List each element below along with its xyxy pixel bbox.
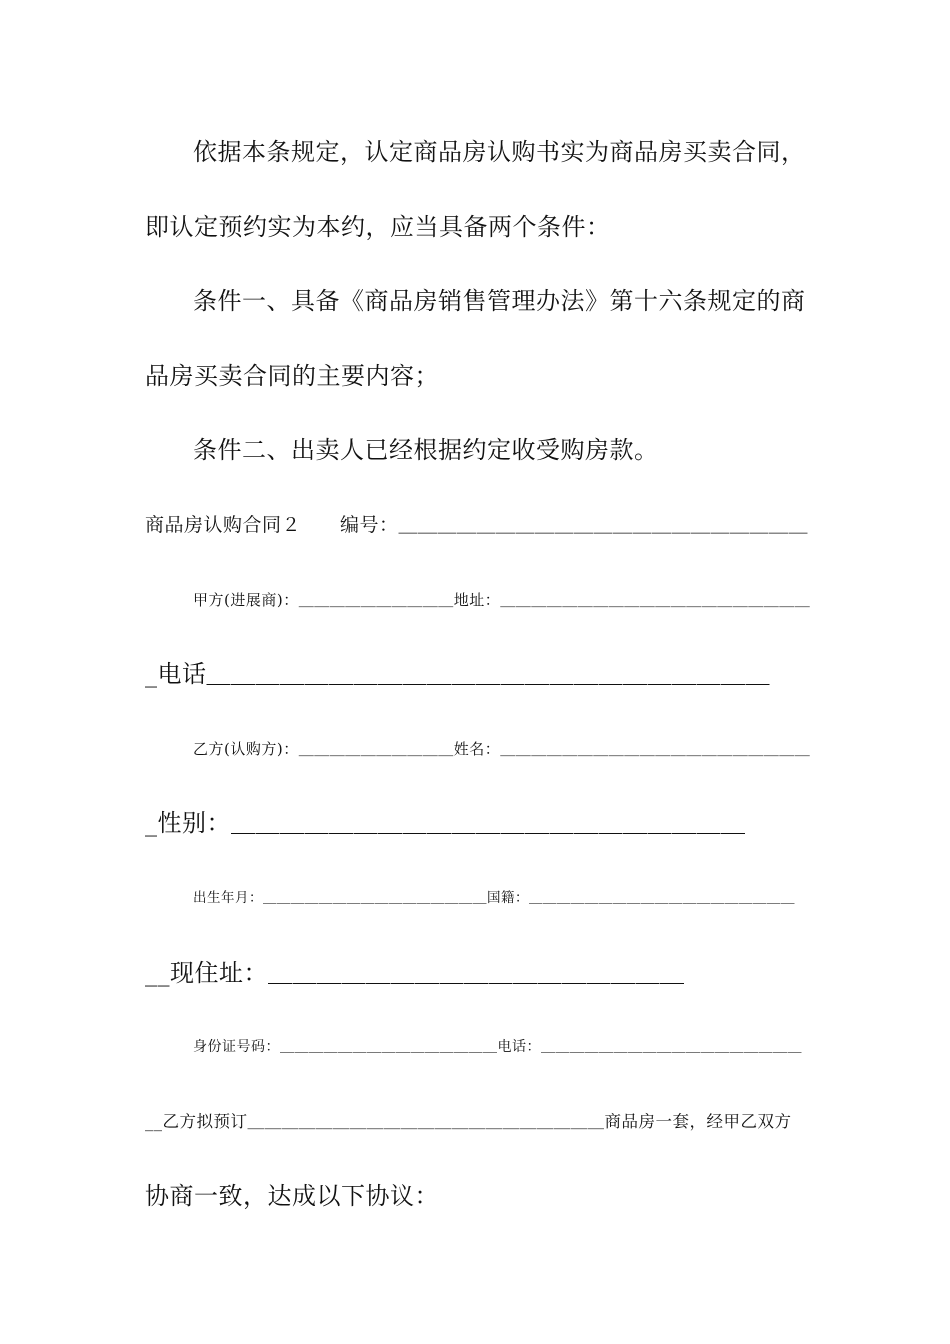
paragraph-line: 依据本条规定，认定商品房认购书实为商品房买卖合同， bbox=[193, 138, 806, 166]
party-b-gender-line: _性别：＿＿＿＿＿＿＿＿＿＿＿＿＿＿＿＿＿＿＿＿＿ bbox=[145, 809, 746, 837]
party-a-line: 甲方(进展商)：＿＿＿＿＿＿＿＿＿＿地址：＿＿＿＿＿＿＿＿＿＿＿＿＿＿＿＿＿＿＿＿ bbox=[193, 591, 811, 609]
contract-title-line: 商品房认购合同２ 编号：＿＿＿＿＿＿＿＿＿＿＿＿＿＿＿＿＿＿＿＿＿ bbox=[145, 514, 809, 536]
paragraph-line: 条件二、出卖人已经根据约定收受购房款。 bbox=[193, 436, 659, 464]
paragraph-line: 品房买卖合同的主要内容； bbox=[145, 362, 439, 390]
birth-nationality-line: 出生年月：＿＿＿＿＿＿＿＿＿＿＿＿＿＿＿＿国籍：＿＿＿＿＿＿＿＿＿＿＿＿＿＿＿＿＿＿＿ bbox=[193, 890, 795, 906]
reservation-line: __乙方拟预订＿＿＿＿＿＿＿＿＿＿＿＿＿＿＿＿＿＿＿＿＿商品房一套，经甲乙双方 bbox=[145, 1112, 792, 1131]
paragraph-line: 即认定预约实为本约，应当具备两个条件： bbox=[145, 213, 611, 241]
party-b-line: 乙方(认购方)：＿＿＿＿＿＿＿＿＿＿姓名：＿＿＿＿＿＿＿＿＿＿＿＿＿＿＿＿＿＿＿＿ bbox=[193, 740, 811, 758]
paragraph-line: 条件一、具备《商品房销售管理办法》第十六条规定的商 bbox=[193, 287, 806, 315]
id-phone-line: 身份证号码：＿＿＿＿＿＿＿＿＿＿＿＿＿＿＿电话：＿＿＿＿＿＿＿＿＿＿＿＿＿＿＿＿＿＿ bbox=[193, 1039, 802, 1055]
party-a-phone-line: _电话＿＿＿＿＿＿＿＿＿＿＿＿＿＿＿＿＿＿＿＿＿＿＿ bbox=[145, 660, 770, 688]
agreement-line: 协商一致，达成以下协议： bbox=[145, 1182, 439, 1210]
address-line: __现住址：＿＿＿＿＿＿＿＿＿＿＿＿＿＿＿＿＿ bbox=[145, 959, 685, 987]
